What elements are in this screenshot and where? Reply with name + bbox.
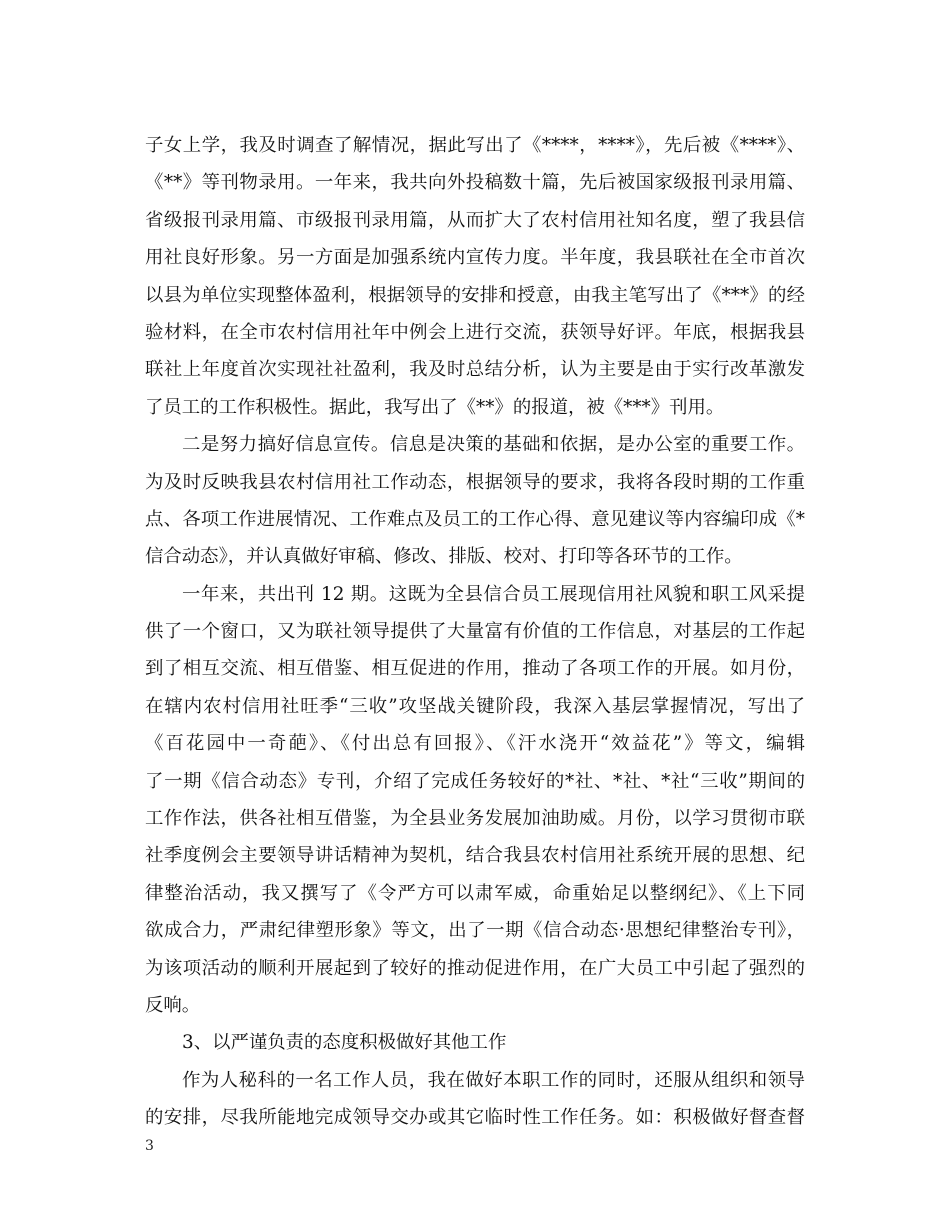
text-line: 在辖内农村信用社旺季“三收”攻坚战关键阶段，我深入基层掌握情况，写出了 (145, 695, 805, 717)
text-line: 《百花园中一奇葩》、《付出总有回报》、《汗水浇开“效益花”》等文，编辑 (145, 733, 805, 755)
text-line: 用社良好形象。另一方面是加强系统内宣传力度。半年度，我县联社在全市首次 (145, 247, 805, 269)
text-line: 为该项活动的顺利开展起到了较好的推动促进作用，在广大员工中引起了强烈的 (145, 957, 805, 979)
text-line: 一年来，共出刊 12 期。这既为全县信合员工展现信用社风貌和职工风采提 (182, 583, 805, 605)
text-line: 点、各项工作进展情况、工作难点及员工的工作心得、意见建议等内容编印成《* (145, 508, 805, 530)
text-line: 工作作法，供各社相互借鉴，为全县业务发展加油助威。月份，以学习贯彻市联 (145, 808, 805, 830)
page-number: 3 (145, 1138, 154, 1154)
text-line: 3、以严谨负责的态度积极做好其他工作 (182, 1032, 507, 1054)
text-line: 为及时反映我县农村信用社工作动态，根据领导的要求，我将各段时期的工作重 (145, 471, 805, 493)
text-line: 了一期《信合动态》专刊，介绍了完成任务较好的*社、*社、*社“三收”期间的 (145, 770, 805, 792)
text-line: 了员工的工作积极性。据此，我写出了《**》的报道，被《***》刊用。 (145, 396, 725, 418)
body-text (145, 127, 805, 1137)
text-line: 子女上学，我及时调查了解情况，据此写出了《****，****》，先后被《****》、 (145, 135, 805, 156)
text-line: 作为人秘科的一名工作人员，我在做好本职工作的同时，还服从组织和领导 (182, 1069, 805, 1091)
text-line: 到了相互交流、相互借鉴、相互促进的作用，推动了各项工作的开展。如月份， (145, 658, 805, 680)
text-line: 信合动态》，并认真做好审稿、修改、排版、校对、打印等各环节的工作。 (145, 546, 743, 568)
text-line: 反响。 (145, 994, 201, 1016)
text-line: 律整治活动，我又撰写了《令严方可以肃军威，命重始足以整纲纪》、《上下同 (145, 882, 805, 904)
text-line: 欲成合力，严肃纪律塑形象》等文，出了一期《信合动态·思想纪律整治专刊》， (145, 920, 805, 942)
text-line: 省级报刊录用篇、市级报刊录用篇，从而扩大了农村信用社知名度，塑了我县信 (145, 209, 805, 231)
text-line: 的安排，尽我所能地完成领导交办或其它临时性工作任务。如：积极做好督查督 (145, 1107, 805, 1129)
text-line: 供了一个窗口，又为联社领导提供了大量富有价值的工作信息，对基层的工作起 (145, 621, 805, 643)
text-line: 以县为单位实现整体盈利，根据领导的安排和授意，由我主笔写出了《***》的经 (145, 284, 805, 306)
text-line: 社季度例会主要领导讲话精神为契机，结合我县农村信用社系统开展的思想、纪 (145, 845, 805, 867)
text-line: 二是努力搞好信息宣传。信息是决策的基础和依据，是办公室的重要工作。 (182, 434, 805, 456)
text-line: 《**》等刊物录用。一年来，我共向外投稿数十篇，先后被国家级报刊录用篇、 (145, 172, 805, 194)
text-line: 验材料，在全市农村信用社年中例会上进行交流，获领导好评。年底，根据我县 (145, 321, 805, 343)
text-line: 联社上年度首次实现社社盈利，我及时总结分析，认为主要是由于实行改革激发 (145, 359, 805, 381)
